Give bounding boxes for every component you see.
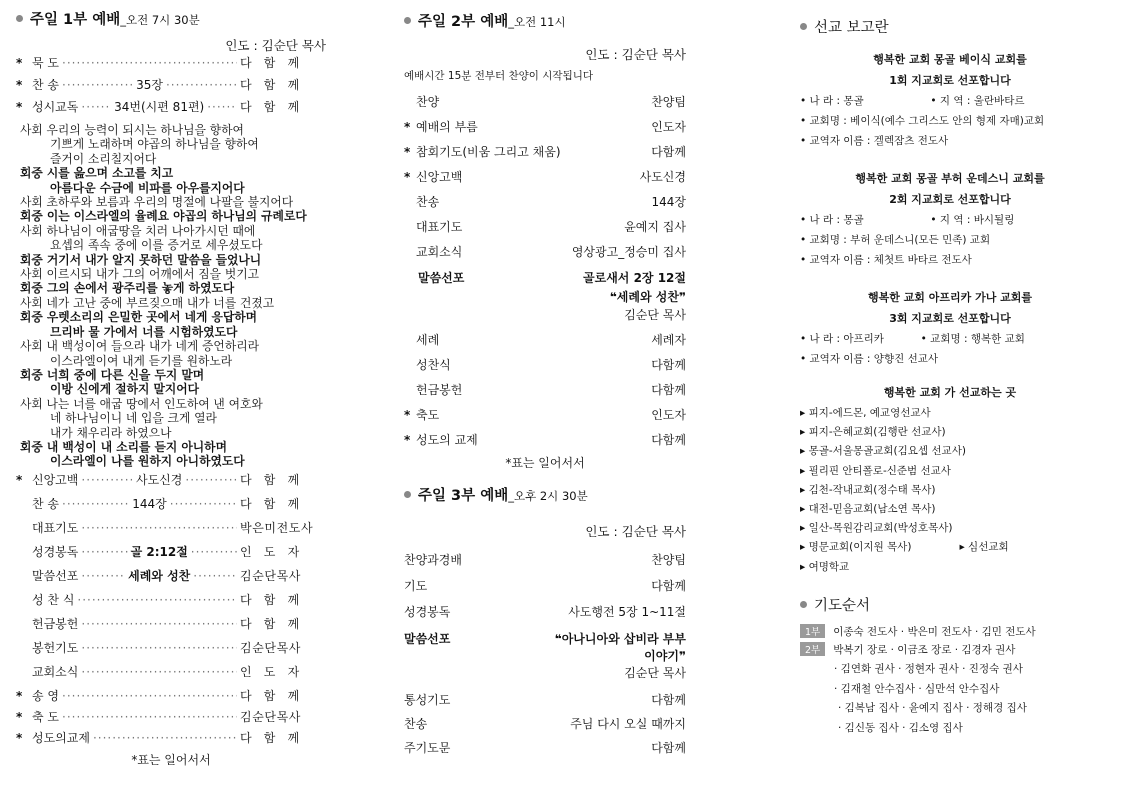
order-person: 다함께 bbox=[651, 145, 686, 159]
standing-mark: * bbox=[404, 145, 411, 159]
dot-leader bbox=[166, 78, 237, 92]
order-row bbox=[16, 591, 326, 615]
order-person: 144장 bbox=[651, 195, 686, 209]
order-person: 다함께 bbox=[651, 578, 686, 593]
mission-place bbox=[800, 482, 1100, 501]
mission-detail: • 교역자 이름 : 양향진 선교사 bbox=[800, 353, 938, 365]
order-row bbox=[16, 543, 326, 567]
order-person: 김순단목사 bbox=[240, 568, 301, 583]
reading-line: 내가 채우리라 하였으나 bbox=[50, 425, 172, 440]
order-label-wrap bbox=[404, 551, 462, 568]
mission-blocks bbox=[800, 51, 1100, 366]
reading-line: 네 하나님이니 네 입을 크게 열라 bbox=[50, 411, 217, 426]
standing-footnote: *표는 일어서서 bbox=[505, 456, 585, 470]
dot-leader bbox=[81, 100, 111, 114]
standing-mark: * bbox=[16, 688, 23, 703]
mission-column bbox=[800, 0, 1100, 739]
order-label-wrap bbox=[404, 381, 462, 398]
reading-line: 즐거이 소리칠지어다 bbox=[50, 151, 157, 166]
order-label-wrap bbox=[404, 715, 427, 732]
dot-leader bbox=[62, 497, 129, 511]
mission-detail: • 나 라 : 몽골 • 지 역 : 바시될링 bbox=[800, 214, 1015, 226]
reading-line: 회중 시를 읊으며 소고를 치고 bbox=[20, 166, 174, 181]
order-label: 교회소식 bbox=[32, 664, 79, 679]
reading-line: 므리바 물 가에서 너를 시험하였도다 bbox=[50, 324, 238, 339]
arrow-icon: ▸ bbox=[800, 522, 809, 535]
order-detail: 144장 bbox=[132, 496, 167, 511]
reading-line: 이방 신에게 절하지 말지어다 bbox=[50, 382, 200, 397]
sermon-label: 말씀선포 bbox=[418, 271, 465, 285]
dot-leader bbox=[93, 731, 237, 745]
mission-declaration: 3회 지교회로 선포합니다 bbox=[889, 312, 1011, 325]
order-label-wrap bbox=[404, 603, 450, 620]
service-3-title: 주일 3부 예배 _오후 2시 30분 bbox=[404, 484, 686, 505]
dot-leader bbox=[81, 473, 133, 487]
order-label: 예배의 부름 bbox=[416, 120, 478, 134]
prayer-title: 기도순서 bbox=[800, 594, 1100, 615]
prayer-names: · 김재철 안수집사 · 심만석 안수집사 bbox=[834, 682, 1000, 695]
order-label-wrap bbox=[404, 118, 478, 135]
order-person: 영상광고_정승미 집사 bbox=[571, 245, 686, 259]
order-row bbox=[404, 377, 686, 402]
order-detail: 골 2:12절 bbox=[130, 544, 188, 559]
prayer-names: · 김연화 권사 · 정현자 권사 · 진정숙 권사 bbox=[834, 663, 1023, 676]
service-2-title: 주일 2부 예배 _오전 11시 bbox=[404, 10, 686, 31]
reading-line: 회중 그의 손에서 광주리를 놓게 하였도다 bbox=[20, 281, 235, 296]
mission-headline: 행복한 교회 몽골 베이식 교회를 bbox=[873, 53, 1027, 66]
bullet-icon bbox=[16, 15, 23, 22]
order-label: 말씀선포 bbox=[32, 568, 79, 583]
order-label-wrap bbox=[404, 331, 439, 348]
standing-footnote: *표는 일어서서 bbox=[131, 752, 211, 767]
standing-mark: * bbox=[16, 730, 23, 745]
order-person: 박은미전도사 bbox=[240, 520, 314, 535]
order-row bbox=[16, 54, 326, 76]
order-row bbox=[404, 214, 686, 239]
prayer-1-tag: 1부 bbox=[800, 624, 825, 638]
bullet-icon bbox=[800, 601, 807, 608]
dot-leader bbox=[62, 78, 133, 92]
mission-place-name: 대전-믿음교회(남소연 목사) bbox=[808, 502, 936, 515]
order-label: 성경봉독 bbox=[32, 544, 79, 559]
mission-block bbox=[800, 289, 1100, 366]
order-row bbox=[16, 98, 326, 120]
order-label: 주기도문 bbox=[404, 740, 451, 755]
standing-mark: * bbox=[16, 56, 23, 70]
reading-line: 사회 내 백성이여 들으라 내가 네게 증언하리라 bbox=[20, 339, 260, 354]
service-3-sermon bbox=[404, 630, 686, 681]
order-row bbox=[16, 729, 326, 750]
mission-detail: • 교회명 : 베이식(예수 그리스도 안의 형제 자매)교회 bbox=[800, 115, 1045, 127]
service-3-order bbox=[404, 546, 686, 624]
reading-line: 회중 이는 이스라엘의 율례요 야곱의 하나님의 규례로다 bbox=[20, 209, 307, 224]
service-1-time: _오전 7시 30분 bbox=[120, 13, 200, 27]
mission-title: 선교 보고란 bbox=[800, 16, 1100, 37]
sermon-preacher: 김순단 목사 bbox=[624, 308, 686, 322]
order-row bbox=[16, 567, 326, 591]
service-2-order-2 bbox=[404, 327, 686, 452]
order-label: 찬송 bbox=[416, 195, 440, 209]
order-label: 성도의 교제 bbox=[416, 433, 478, 447]
service-1-order-top bbox=[16, 54, 326, 120]
mission-place bbox=[800, 539, 1100, 558]
mission-places bbox=[800, 405, 1100, 578]
order-label: 신앙고백 bbox=[32, 472, 79, 487]
reading-line: 사회 네가 고난 중에 부르짖으매 내가 너를 건졌고 bbox=[20, 295, 275, 310]
dot-leader bbox=[185, 473, 237, 487]
order-row bbox=[404, 572, 686, 598]
order-row bbox=[404, 687, 686, 711]
order-label: 축도 bbox=[416, 408, 440, 422]
dot-leader bbox=[62, 710, 237, 724]
order-label: 세례 bbox=[416, 333, 440, 347]
arrow-icon: ▸ bbox=[800, 407, 809, 419]
order-person: 다함께 bbox=[651, 383, 686, 397]
service-2-sermon bbox=[404, 269, 686, 323]
order-person: 다함께 bbox=[651, 358, 686, 372]
order-label: 송 영 bbox=[32, 688, 59, 703]
arrow-icon: ▸ bbox=[800, 541, 809, 554]
order-detail: 세례와 성찬 bbox=[128, 568, 191, 583]
dot-leader bbox=[62, 56, 237, 70]
order-label: 찬 송 bbox=[32, 78, 59, 92]
service-1-title: 주일 1부 예배 _오전 7시 30분 bbox=[16, 8, 326, 29]
order-row bbox=[404, 327, 686, 352]
order-person: 다 함 께 bbox=[240, 616, 304, 631]
mission-declaration: 1회 지교회로 선포합니다 bbox=[889, 74, 1011, 87]
order-person: 다 함 께 bbox=[240, 688, 304, 703]
prayer-names: 박복기 장로 · 이금조 장로 · 김경자 권사 bbox=[833, 643, 1016, 656]
order-row bbox=[404, 189, 686, 214]
order-label: 성경봉독 bbox=[404, 604, 451, 619]
dot-leader bbox=[170, 497, 237, 511]
prayer-1: 1부 이종숙 전도사 · 박은미 전도사 · 김민 전도사 bbox=[800, 624, 1100, 639]
mission-detail: • 나 라 : 아프리카 • 교회명 : 행복한 교회 bbox=[800, 333, 1025, 345]
mission-detail: • 교역자 이름 : 체첫트 바타르 전도사 bbox=[800, 254, 972, 266]
order-person: 인 도 자 bbox=[240, 664, 304, 679]
mission-place-name: 필리핀 안티폴로-신준범 선교사 bbox=[808, 464, 951, 477]
mission-place-name: 몽골-서울몽골교회(김요셉 선교사) bbox=[808, 445, 966, 458]
mission-place bbox=[800, 443, 1100, 462]
order-label-wrap bbox=[404, 577, 427, 594]
mission-detail: • 나 라 : 몽골 • 지 역 : 울란바타르 bbox=[800, 95, 1025, 107]
mission-block bbox=[800, 170, 1100, 267]
arrow-icon: ▸ bbox=[800, 483, 809, 496]
order-row bbox=[16, 76, 326, 98]
order-label: 신앙고백 bbox=[416, 170, 463, 184]
standing-mark: * bbox=[16, 709, 23, 724]
order-person: 주님 다시 오실 때까지 bbox=[570, 716, 686, 731]
dot-leader bbox=[77, 593, 237, 607]
order-label: 헌금봉헌 bbox=[32, 616, 79, 631]
sermon-text: 골로새서 2장 12절 bbox=[583, 271, 686, 285]
order-row bbox=[404, 89, 686, 114]
order-detail: 35장 bbox=[136, 78, 163, 92]
order-label: 봉헌기도 bbox=[32, 640, 79, 655]
standing-mark: * bbox=[404, 408, 411, 422]
order-row bbox=[16, 495, 326, 519]
order-person: 다 함 께 bbox=[240, 78, 304, 92]
order-person: 인도자 bbox=[651, 120, 686, 134]
mission-place-name: 여명학교 bbox=[808, 560, 850, 573]
sermon-label: 말씀선포 bbox=[404, 632, 451, 646]
mission-detail: • 교역자 이름 : 겔렉잠츠 전도사 bbox=[800, 135, 949, 147]
order-person: 인도자 bbox=[651, 408, 686, 422]
order-label-wrap bbox=[404, 691, 450, 708]
dot-leader bbox=[81, 521, 237, 535]
bullet-icon bbox=[404, 17, 411, 24]
standing-mark: * bbox=[404, 120, 411, 134]
dot-leader bbox=[191, 545, 237, 559]
mission-place bbox=[800, 520, 1100, 539]
reading-line: 사회 하나님이 애굽땅을 치러 나아가시던 때에 bbox=[20, 223, 256, 238]
arrow-icon: ▸ bbox=[800, 560, 809, 573]
mission-place bbox=[800, 424, 1100, 443]
order-label: 축 도 bbox=[32, 709, 59, 724]
service-2-note: 예배시간 15분 전부터 찬양이 시작됩니다 bbox=[404, 70, 593, 82]
order-label: 찬 송 bbox=[32, 496, 59, 511]
order-label: 성찬식 bbox=[416, 358, 451, 372]
order-label-wrap bbox=[404, 406, 439, 423]
mission-place-name: 김천-작내교회(정수태 목사) bbox=[808, 483, 936, 496]
reading-line: 회중 너희 중에 다른 신을 두지 말며 bbox=[20, 367, 205, 382]
dot-leader bbox=[81, 617, 237, 631]
sermon-text: ❝아나니아와 삽비라 부부 bbox=[554, 632, 686, 646]
standing-mark: * bbox=[16, 100, 23, 114]
order-row bbox=[404, 352, 686, 377]
prayer-line bbox=[800, 642, 1100, 662]
order-row bbox=[16, 639, 326, 663]
order-person: 사도행전 5장 1~11절 bbox=[568, 604, 686, 619]
dot-leader bbox=[81, 665, 237, 679]
order-label: 찬양 bbox=[416, 95, 440, 109]
service-2-3-column bbox=[404, 0, 686, 759]
reading-line: 회중 내 백성이 내 소리를 듣지 아니하며 bbox=[20, 439, 227, 454]
order-row bbox=[404, 598, 686, 624]
reading-line: 요셉의 족속 중에 이를 증거로 세우셨도다 bbox=[50, 238, 263, 253]
prayer-2 bbox=[800, 642, 1100, 740]
service-1-order-bottom bbox=[16, 471, 326, 750]
order-label-wrap bbox=[404, 356, 451, 373]
order-label: 성시교독 bbox=[32, 100, 79, 114]
order-label: 기도 bbox=[404, 578, 428, 593]
order-row bbox=[16, 708, 326, 729]
order-person: 다 함 께 bbox=[240, 730, 304, 745]
order-row bbox=[404, 735, 686, 759]
order-person: 다 함 께 bbox=[240, 592, 304, 607]
order-person: 세례자 bbox=[651, 333, 686, 347]
order-row bbox=[404, 164, 686, 189]
order-person: 다 함 께 bbox=[240, 100, 304, 114]
reading-line: 사회 우리의 능력이 되시는 하나님을 향하여 bbox=[20, 123, 244, 137]
reading-line: 사회 이르시되 내가 그의 어깨에서 짐을 벗기고 bbox=[20, 267, 260, 282]
order-label-wrap bbox=[404, 431, 478, 448]
reading-line: 아름다운 수금에 비파를 아우를지어다 bbox=[50, 180, 245, 195]
reading-line: 이스라엘이 나를 원하지 아니하였도다 bbox=[50, 454, 245, 469]
order-label-wrap bbox=[404, 143, 561, 160]
service-2-leader: 인도 : 김순단 목사 bbox=[585, 47, 686, 62]
bullet-icon bbox=[800, 23, 807, 30]
mission-declaration: 2회 지교회로 선포합니다 bbox=[889, 193, 1011, 206]
order-row bbox=[404, 139, 686, 164]
order-row bbox=[404, 711, 686, 735]
dot-leader bbox=[207, 100, 237, 114]
service-1-leader: 인도 : 김순단 목사 bbox=[225, 38, 326, 53]
reading-line: 사회 초하루와 보름과 우리의 명절에 나팔을 불지어다 bbox=[20, 195, 294, 210]
bullet-icon bbox=[404, 491, 411, 498]
order-label: 참회기도(비움 그리고 채움) bbox=[416, 145, 561, 159]
prayer-line bbox=[800, 700, 1100, 720]
mission-place bbox=[800, 405, 1100, 424]
order-row bbox=[404, 546, 686, 572]
mission-place-extra bbox=[959, 541, 1008, 553]
standing-mark: * bbox=[404, 170, 411, 184]
dot-leader bbox=[81, 545, 127, 559]
dot-leader bbox=[81, 641, 237, 655]
sermon-title: 이야기❞ bbox=[644, 649, 686, 663]
order-row bbox=[16, 687, 326, 708]
reading-line: 사회 나는 너를 애굽 땅에서 인도하여 낸 여호와 bbox=[20, 396, 263, 411]
order-label-wrap bbox=[404, 739, 450, 756]
reading-line: 회중 우렛소리의 은밀한 곳에서 네게 응답하며 bbox=[20, 310, 258, 325]
mission-headline: 행복한 교회 몽골 부허 운데스니 교회를 bbox=[855, 172, 1045, 185]
order-label: 통성기도 bbox=[404, 692, 451, 707]
mission-places-title: 행복한 교회 가 선교하는 곳 bbox=[883, 386, 1017, 399]
order-row bbox=[404, 114, 686, 139]
order-person: 찬양팀 bbox=[651, 95, 686, 109]
order-label: 묵 도 bbox=[32, 56, 59, 70]
prayer-line bbox=[800, 681, 1100, 701]
order-label-wrap bbox=[404, 193, 439, 210]
responsive-reading bbox=[16, 123, 326, 469]
reading-line: 기쁘게 노래하며 야곱의 하나님을 향하여 bbox=[50, 137, 259, 152]
order-person: 다함께 bbox=[651, 433, 686, 447]
standing-mark: * bbox=[404, 433, 411, 447]
mission-place-name: 피지-에드몬, 예교영선교사 bbox=[808, 407, 931, 419]
service-2-order bbox=[404, 89, 686, 264]
order-label-wrap bbox=[404, 218, 462, 235]
order-person: 인 도 자 bbox=[240, 544, 304, 559]
arrow-icon: ▸ bbox=[800, 464, 809, 477]
order-row bbox=[16, 519, 326, 543]
order-label: 찬송 bbox=[404, 716, 428, 731]
mission-place bbox=[800, 501, 1100, 520]
order-person: 다 함 께 bbox=[240, 56, 304, 70]
order-row bbox=[16, 615, 326, 639]
prayer-names: · 김신동 집사 · 김소영 집사 bbox=[838, 721, 963, 734]
prayer-line bbox=[800, 720, 1100, 740]
mission-place-name: 일산-목원감리교회(박성호목사) bbox=[808, 522, 953, 535]
prayer-names: · 김복남 집사 · 윤예지 집사 · 정해경 집사 bbox=[838, 702, 1027, 715]
order-person: 다함께 bbox=[651, 740, 686, 755]
mission-detail: • 교회명 : 부허 운데스니(모든 민족) 교회 bbox=[800, 234, 991, 246]
service-3-time: _오후 2시 30분 bbox=[508, 489, 588, 503]
order-row bbox=[404, 402, 686, 427]
order-person: 찬양팀 bbox=[651, 552, 686, 567]
mission-place bbox=[800, 559, 1100, 578]
order-label-wrap bbox=[404, 168, 462, 185]
order-detail: 사도신경 bbox=[136, 472, 183, 487]
mission-place-name: 피지-은혜교회(김행란 선교사) bbox=[808, 426, 946, 439]
order-label: 대표기도 bbox=[32, 520, 79, 535]
order-person: 다 함 께 bbox=[240, 496, 304, 511]
mission-place-name: 명문교회(이지원 목사) bbox=[808, 541, 912, 554]
mission-place-name: 심선교회 bbox=[968, 541, 1009, 554]
service-3-order-2 bbox=[404, 687, 686, 759]
order-person: 윤예지 집사 bbox=[624, 220, 686, 234]
dot-leader bbox=[81, 569, 125, 583]
order-detail: 34번(시편 81편) bbox=[114, 100, 205, 114]
mission-place bbox=[800, 463, 1100, 482]
standing-mark: * bbox=[16, 78, 23, 92]
sermon-title: ❝세례와 성찬❞ bbox=[609, 290, 686, 304]
order-label-wrap bbox=[404, 93, 439, 110]
prayer-line bbox=[800, 661, 1100, 681]
dot-leader bbox=[193, 569, 237, 583]
mission-block bbox=[800, 51, 1100, 148]
service-1-column bbox=[16, 0, 326, 768]
order-label: 헌금봉헌 bbox=[416, 383, 463, 397]
arrow-icon: ▸ bbox=[800, 426, 809, 439]
arrow-icon: ▸ bbox=[959, 541, 969, 554]
order-label: 성 찬 식 bbox=[32, 592, 75, 607]
order-person: 다 함 께 bbox=[240, 472, 304, 487]
order-label: 찬양과경배 bbox=[404, 552, 462, 567]
reading-line: 회중 거기서 내가 알지 못하던 말씀을 들었나니 bbox=[20, 252, 262, 267]
service-2-time: _오전 11시 bbox=[508, 15, 566, 29]
order-label: 교회소식 bbox=[416, 245, 463, 259]
order-person: 김순단목사 bbox=[240, 640, 301, 655]
order-label: 대표기도 bbox=[416, 220, 463, 234]
order-label: 성도의교제 bbox=[32, 730, 90, 745]
order-label-wrap bbox=[404, 243, 462, 260]
order-row bbox=[16, 663, 326, 687]
dot-leader bbox=[62, 689, 237, 703]
standing-mark: * bbox=[16, 472, 23, 487]
sermon-preacher: 김순단 목사 bbox=[624, 666, 686, 680]
service-3-leader: 인도 : 김순단 목사 bbox=[585, 524, 686, 539]
order-person: 다함께 bbox=[651, 692, 686, 707]
prayer-2-tag: 2부 bbox=[800, 642, 825, 656]
mission-headline: 행복한 교회 아프리카 가나 교회를 bbox=[867, 291, 1033, 304]
reading-line: 이스라엘이여 내게 듣기를 원하노라 bbox=[50, 353, 233, 368]
order-row bbox=[404, 239, 686, 264]
order-person: 김순단목사 bbox=[240, 709, 301, 724]
order-person: 사도신경 bbox=[639, 170, 686, 184]
arrow-icon: ▸ bbox=[800, 502, 809, 515]
order-row bbox=[16, 471, 326, 495]
order-row bbox=[404, 427, 686, 452]
arrow-icon: ▸ bbox=[800, 445, 809, 458]
